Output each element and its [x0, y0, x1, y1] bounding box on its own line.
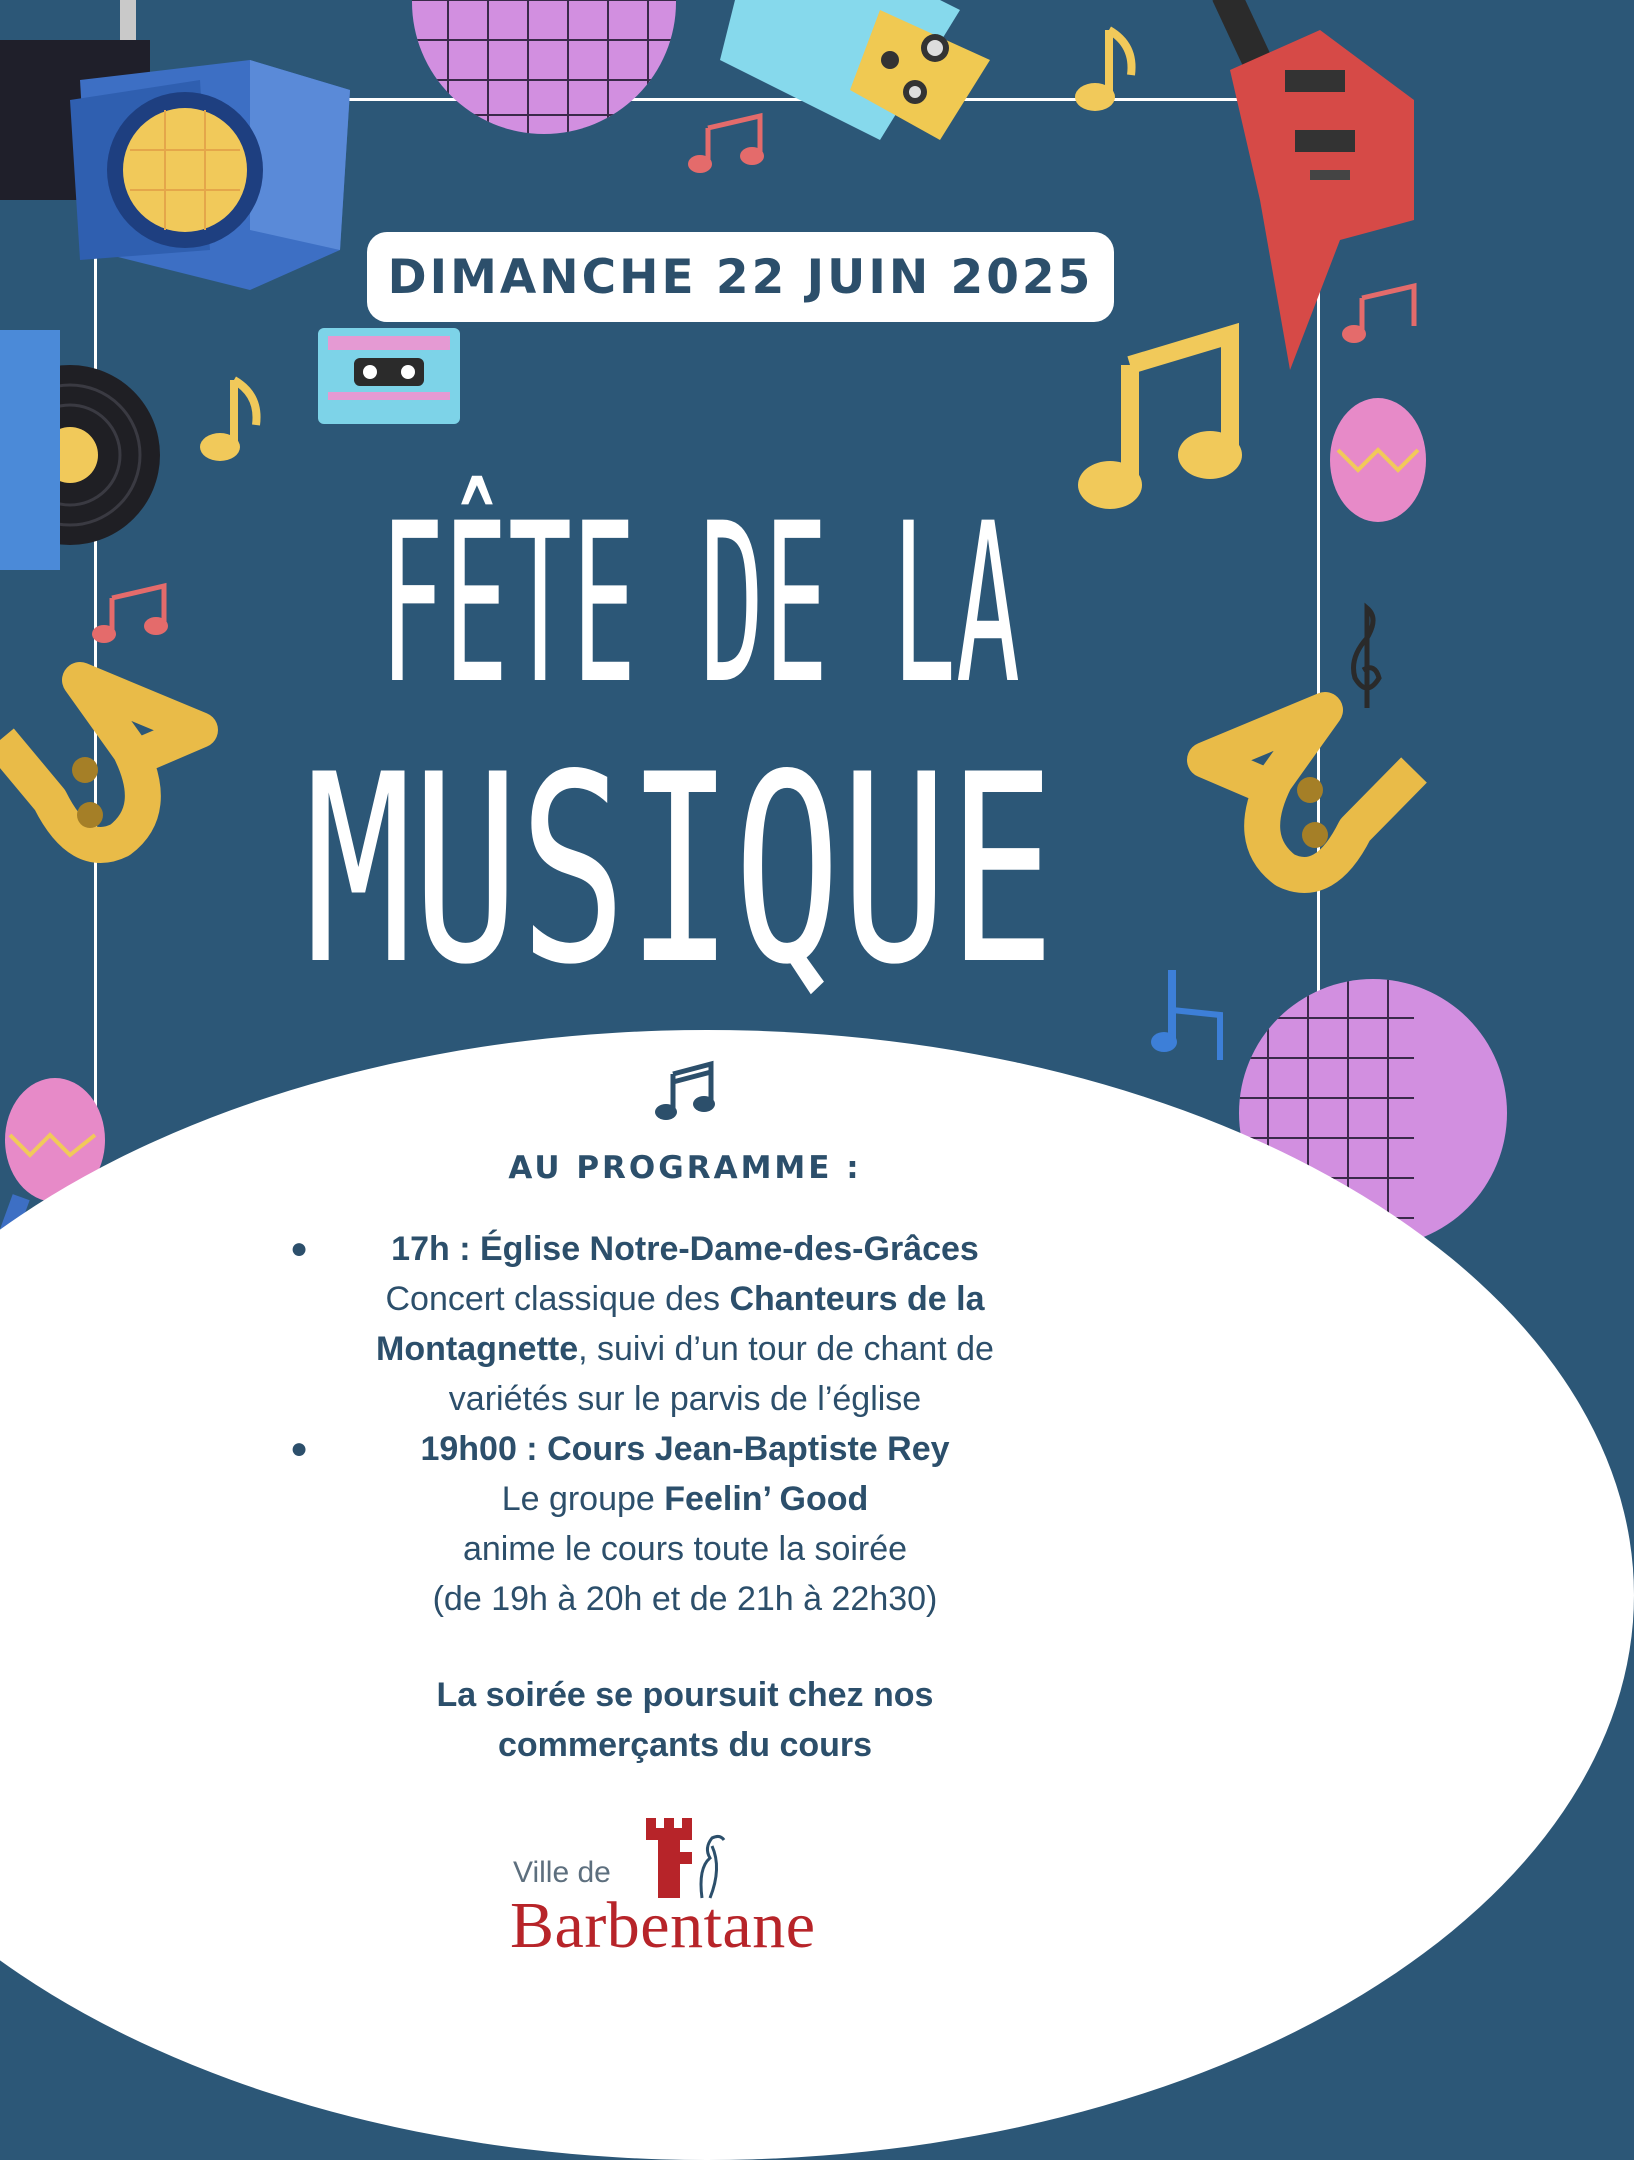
treble-clef-icon [1345, 598, 1385, 718]
maracas-icon [1318, 400, 1414, 540]
poster-title [300, 476, 1100, 1022]
cassette-tape-icon [318, 328, 460, 424]
closing-line: commerçants du cours [497, 1726, 873, 1764]
closing-line: La soirée se poursuit chez nos [436, 1676, 934, 1714]
music-note-icon [1065, 25, 1145, 115]
bullet-icon: ● [290, 1432, 309, 1465]
music-note-icon [190, 375, 270, 465]
closing-message [230, 1670, 1140, 1770]
event-title: 19h00 : Cours Jean-Baptiste Rey [420, 1430, 950, 1468]
event-text: Concert classique des [385, 1280, 730, 1318]
music-note-icon [90, 582, 170, 646]
event-description-line [230, 1474, 1140, 1524]
disco-ball-icon [408, 0, 680, 140]
event-highlight: Montagnette [376, 1330, 579, 1368]
logo-prefix: Ville de [513, 1856, 611, 1889]
event-list [230, 1224, 1140, 1624]
title-line-1: FÊTE DE LA [380, 476, 1020, 732]
event-description-line: (de 19h à 20h et de 21h à 22h30) [432, 1580, 938, 1618]
music-note-icon [655, 1060, 715, 1124]
event-highlight: Chanteurs de la [729, 1280, 985, 1318]
list-item [230, 1424, 1140, 1474]
event-description-line [230, 1274, 1140, 1324]
program-heading: AU PROGRAMME : [508, 1150, 862, 1186]
bullet-icon: ● [290, 1232, 309, 1265]
music-note-icon [1340, 282, 1414, 346]
saxophone-icon [0, 660, 210, 900]
list-item [230, 1224, 1140, 1274]
music-note-icon [1150, 960, 1230, 1070]
saxophone-icon [1205, 690, 1414, 930]
event-description-line [230, 1324, 1140, 1374]
event-description-line: anime le cours toute la soirée [462, 1530, 908, 1568]
event-date: DIMANCHE 22 JUIN 2025 [367, 232, 1114, 322]
music-note-icon [686, 112, 766, 176]
title-line-2: MUSIQUE [305, 720, 1055, 1022]
event-text: , suivi d’un tour de chant de [578, 1330, 994, 1368]
program-section [230, 1060, 1140, 1770]
logo-name: Barbentane [510, 1889, 816, 1962]
spotlight-icon [0, 0, 360, 330]
event-highlight: Feelin’ Good [664, 1480, 869, 1518]
vinyl-record-icon [0, 330, 160, 580]
event-text: Le groupe [501, 1480, 665, 1518]
event-description-line: variétés sur le parvis de l’église [448, 1380, 922, 1418]
event-title: 17h : Église Notre-Dame-des-Grâces [391, 1230, 979, 1268]
